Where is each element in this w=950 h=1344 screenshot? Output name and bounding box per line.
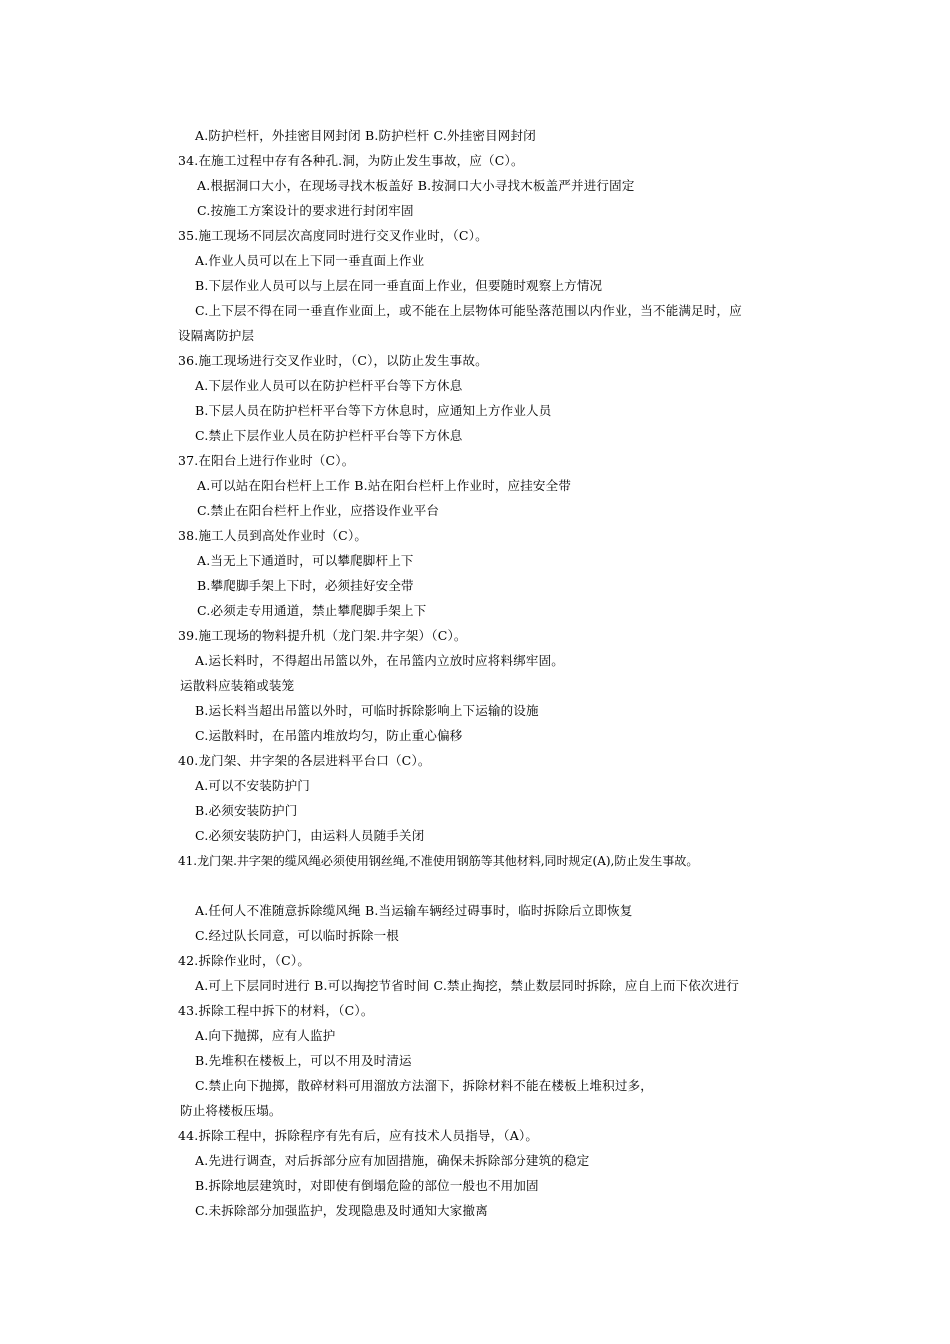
text-line: B.必须安装防护门 [195, 803, 298, 818]
question-36: 36.施工现场进行交叉作业时，（C），以防止发生事故。 [178, 353, 488, 368]
question-39: 39.施工现场的物料提升机（龙门架.井字架）（C）。 [178, 628, 467, 643]
text-line: 防止将楼板压塌。 [180, 1103, 282, 1118]
text-line: 运散料应装箱或装笼 [180, 678, 295, 693]
text-line: A.向下抛掷，应有人监护 [195, 1028, 336, 1043]
text-line: A.可上下层同时进行 B.可以掏挖节省时间 C.禁止掏挖，禁止数层同时拆除，应自上而下依次进行 [195, 978, 740, 993]
text-line: A.下层作业人员可以在防护栏杆平台等下方休息 [195, 378, 463, 393]
text-line: B.拆除地层建筑时，对即使有倒塌危险的部位一般也不用加固 [195, 1178, 539, 1193]
text-line: C.上下层不得在同一垂直作业面上，或不能在上层物体可能坠落范围以内作业，当不能满足时，应 [195, 303, 742, 318]
text-line: C.按施工方案设计的要求进行封闭牢固 [197, 203, 414, 218]
text-line: A.任何人不准随意拆除缆风绳 B.当运输车辆经过碍事时，临时拆除后立即恢复 [195, 903, 633, 918]
text-line: A.可以不安装防护门 [195, 778, 311, 793]
question-38: 38.施工人员到高处作业时（C）。 [178, 528, 368, 543]
text-line: C.禁止下层作业人员在防护栏杆平台等下方休息 [195, 428, 463, 443]
text-line: B.攀爬脚手架上下时，必须挂好安全带 [197, 578, 414, 593]
text-line: C.必须走专用通道，禁止攀爬脚手架上下 [197, 603, 427, 618]
text-line: C.经过队长同意，可以临时拆除一根 [195, 928, 399, 943]
question-37: 37.在阳台上进行作业时（C）。 [178, 453, 355, 468]
question-34: 34.在施工过程中存有各种孔.洞，为防止发生事故，应（C）。 [178, 153, 524, 168]
text-line: C.必须安装防护门，由运料人员随手关闭 [195, 828, 425, 843]
text-line: A.可以站在阳台栏杆上工作 B.站在阳台栏杆上作业时，应挂安全带 [197, 478, 572, 493]
text-line: B.下层人员在防护栏杆平台等下方休息时，应通知上方作业人员 [195, 403, 552, 418]
text-line: B.运长料当超出吊篮以外时，可临时拆除影响上下运输的设施 [195, 703, 539, 718]
text-line: A.根据洞口大小，在现场寻找木板盖好 B.按洞口大小寻找木板盖严并进行固定 [197, 178, 635, 193]
question-41: 41.龙门架.井字架的缆风绳必须使用钢丝绳,不准使用钢筋等其他材料,同时规定(A),防止发生事故。 [178, 854, 699, 868]
question-35: 35.施工现场不同层次高度同时进行交叉作业时，（C）。 [178, 228, 488, 243]
text-line: B.先堆积在楼板上，可以不用及时清运 [195, 1053, 412, 1068]
text-line: A.作业人员可以在上下同一垂直面上作业 [195, 253, 425, 268]
text-line: A.运长料时，不得超出吊篮以外，在吊篮内立放时应将料绑牢固。 [195, 653, 565, 668]
text-line: C.禁止向下抛掷，散碎材料可用溜放方法溜下，拆除材料不能在楼板上堆积过多， [195, 1078, 653, 1093]
text-line: C.禁止在阳台栏杆上作业，应搭设作业平台 [197, 503, 440, 518]
text-line: A.防护栏杆，外挂密目网封闭 B.防护栏杆 C.外挂密目网封闭 [195, 128, 536, 143]
text-line: A.当无上下通道时，可以攀爬脚杆上下 [197, 553, 414, 568]
question-40: 40.龙门架、井字架的各层进料平台口（C）。 [178, 753, 431, 768]
text-line: 设隔离防护层 [178, 328, 255, 343]
question-44: 44.拆除工程中，拆除程序有先有后，应有技术人员指导，（A）。 [178, 1128, 539, 1143]
question-43: 43.拆除工程中拆下的材料，（C）。 [178, 1003, 374, 1018]
text-line: B.下层作业人员可以与上层在同一垂直面上作业，但要随时观察上方情况 [195, 278, 603, 293]
text-line: C.运散料时，在吊篮内堆放均匀，防止重心偏移 [195, 728, 463, 743]
question-42: 42.拆除作业时，（C）。 [178, 953, 311, 968]
text-line: A.先进行调查，对后拆部分应有加固措施，确保未拆除部分建筑的稳定 [195, 1153, 590, 1168]
text-line: C.未拆除部分加强监护，发现隐患及时通知大家撤离 [195, 1203, 488, 1218]
